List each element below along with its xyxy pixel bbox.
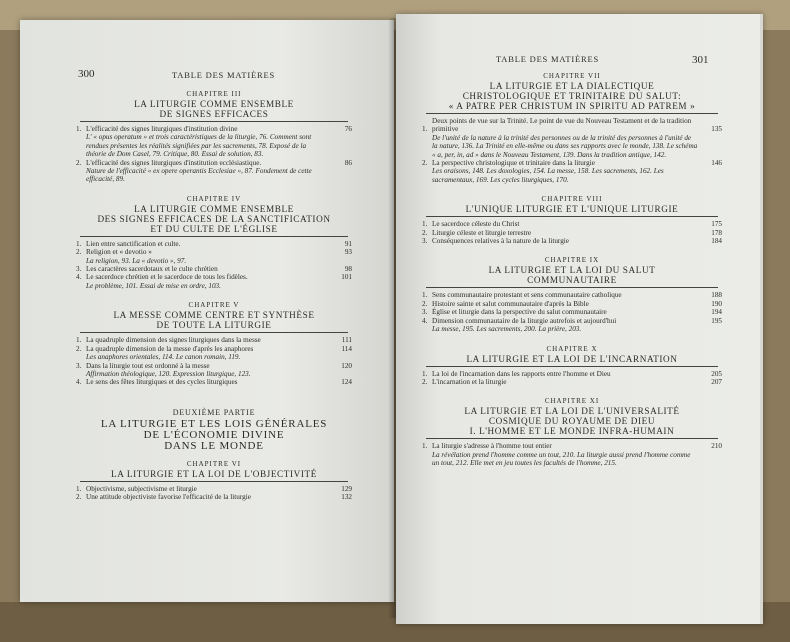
- entry-text: La quadruple dimension des signes liturgiques dans la messe: [86, 336, 261, 345]
- spacer: [422, 468, 722, 479]
- entry-text: Sens communautaire protestant et sens communautaire catholique: [432, 291, 622, 300]
- chapter-entries: [422, 370, 722, 387]
- right-toc: [422, 72, 722, 479]
- entry-page: 207: [711, 377, 722, 386]
- chapter-rule: [80, 481, 348, 482]
- chapter-title: [422, 204, 722, 214]
- chapter-block: [422, 72, 722, 184]
- chapter-block: [76, 301, 352, 386]
- entry-page: 76: [344, 125, 352, 133]
- entry-subtopics: Les oraisons, 148. Les doxologies, 154. La messe, 158. Les sacrements, 162. Les sacramentaux, 169. Les cycles liturgiques, 170.: [432, 167, 664, 184]
- spacer: [422, 334, 722, 345]
- right-running-title: TABLE DES MATIÈRES: [496, 54, 599, 64]
- chapter-title: [422, 265, 722, 285]
- entry-text: Le sens des fêtes liturgiques et des cycles liturgiques: [86, 378, 238, 387]
- chapter-title-line: DE TOUTE LA LITURGIE: [156, 320, 272, 331]
- entry-page: 114: [341, 344, 352, 353]
- toc-entry: [422, 117, 722, 134]
- part-title-line: DANS LE MONDE: [164, 439, 264, 452]
- toc-entry: [76, 248, 352, 256]
- entry-number: 2.: [422, 299, 428, 308]
- entry-text: Dans la liturgie tout est ordonné à la messe: [86, 361, 210, 370]
- chapter-block: [76, 460, 352, 502]
- chapter-entries: [76, 485, 352, 502]
- chapter-block: [422, 345, 722, 387]
- chapter-label: CHAPITRE III: [186, 90, 242, 98]
- chapter-title-line: COMMUNAUTAIRE: [527, 275, 617, 286]
- entry-number: 1.: [76, 484, 82, 493]
- chapter-title-line: LA LITURGIE COMME ENSEMBLE: [134, 203, 294, 214]
- entry-number: 1.: [76, 125, 82, 133]
- chapter-title-line: ET DU CULTE DE L'ÉGLISE: [150, 223, 278, 234]
- chapter-block: [422, 397, 722, 467]
- chapter-title-line: LA LITURGIE ET LA LOI DE L'INCARNATION: [466, 353, 678, 364]
- entry-number: 1.: [422, 125, 428, 134]
- chapter-label: CHAPITRE VIII: [541, 195, 603, 204]
- entry-page: 146: [711, 159, 722, 168]
- entry-number: 4.: [76, 378, 82, 387]
- entry-number: 2.: [422, 228, 428, 237]
- toc-entry: [76, 378, 352, 386]
- spacer: [422, 245, 722, 256]
- left-page: [20, 20, 394, 602]
- toc-entry: [76, 493, 352, 501]
- entry-number: 1.: [422, 291, 428, 300]
- chapter-title: [76, 469, 352, 479]
- toc-entry: [422, 291, 722, 299]
- entry-number: 3.: [422, 237, 428, 246]
- right-page: [396, 14, 763, 624]
- entry-number: 2.: [422, 159, 428, 168]
- entry-number: 1.: [422, 442, 428, 451]
- toc-entry: [422, 308, 722, 316]
- toc-entry: [76, 345, 352, 353]
- entry-text: Dimension communautaire de la liturgie autrefois et aujourd'hui: [432, 316, 617, 325]
- toc-entry: [76, 273, 352, 281]
- entry-text: L'incarnation et la liturgie: [432, 377, 507, 386]
- part-title: [76, 419, 352, 452]
- spacer: [76, 290, 352, 301]
- right-page-number: 301: [692, 54, 709, 66]
- entry-subtopics: La révélation prend l'homme comme un tout, 210. La liturgie aussi prend l'homme comme un tout, 212. Elle met en jeu toutes les facultés de l'homme, 215.: [432, 450, 691, 468]
- entry-text: Deux points de vue sur la Trinité. Le point de vue du Nouveau Testament et de la tradition primitive: [432, 117, 692, 134]
- entry-text: Liturgie céleste et liturgie terrestre: [432, 228, 532, 237]
- spacer: [76, 387, 352, 398]
- entry-text: Église et liturgie dans la perspective du salut communautaire: [432, 308, 607, 317]
- chapter-rule: [80, 236, 348, 237]
- entry-text: La quadruple dimension de la messe d'après les anaphores: [86, 344, 254, 353]
- entry-page: 91: [344, 239, 352, 248]
- chapter-title-line: LA MESSE COMME CENTRE ET SYNTHÈSE: [113, 310, 315, 321]
- toc-entry: [422, 229, 722, 237]
- entry-page: 120: [341, 361, 352, 370]
- chapter-block: [422, 195, 722, 245]
- entry-page: 124: [341, 378, 352, 387]
- part-title-line: DE L'ÉCONOMIE DIVINE: [143, 428, 285, 441]
- entry-text: Conséquences relatives à la nature de la liturgie: [432, 237, 569, 246]
- chapter-label: CHAPITRE V: [188, 301, 240, 310]
- chapter-entries: [76, 336, 352, 386]
- chapter-block: [76, 90, 352, 184]
- chapter-rule: [80, 121, 348, 122]
- entry-text: Le sacerdoce céleste du Christ: [432, 220, 520, 229]
- entry-text: Lien entre sanctification et culte.: [86, 239, 181, 248]
- part-title-line: LA LITURGIE ET LES LOIS GÉNÉRALES: [100, 417, 328, 430]
- spacer: [422, 386, 722, 397]
- entry-page: 194: [711, 308, 722, 317]
- entry-text: Le sacerdoce chrétien et le sacerdoce de tous les fidèles.: [86, 273, 248, 282]
- entry-subtopics: La messe, 195. Les sacrements, 200. La prière, 203.: [432, 325, 582, 334]
- spacer: [422, 184, 722, 195]
- entry-subtopics: L' « opus operatum » et trois caractéristiques de la liturgie, 76. Comment sont rendues présentes les réalités signifiées par les sacrements, 78. Exposé de la théorie de Dom Casel, 79. Critique, 80. Essai de solution, 83.: [86, 133, 312, 159]
- chapter-title-line: L'UNIQUE LITURGIE ET L'UNIQUE LITURGIE: [465, 204, 679, 215]
- entry-number: 1.: [76, 239, 82, 248]
- chapter-entries: [422, 117, 722, 184]
- toc-entry: [422, 442, 722, 450]
- entry-page: 132: [341, 493, 352, 502]
- entry-text: Les caractères sacerdotaux et le culte chrétien: [86, 265, 218, 274]
- entry-page: 93: [344, 248, 352, 257]
- spacer: [76, 184, 352, 195]
- chapter-rule: [426, 438, 718, 439]
- entry-text: L'efficacité des signes liturgiques d'institution divine: [86, 125, 238, 133]
- entry-page: 135: [711, 125, 722, 134]
- toc-entry: [422, 237, 722, 245]
- chapter-title-line: COSMIQUE DU ROYAUME DE DIEU: [488, 416, 656, 427]
- entry-page: 210: [711, 442, 722, 451]
- toc-entry: [422, 370, 722, 378]
- entry-page: 190: [711, 299, 722, 308]
- chapter-block: [422, 256, 722, 333]
- entry-number: 1.: [422, 369, 428, 378]
- chapter-title: [422, 406, 722, 436]
- toc-entry: [422, 220, 722, 228]
- entry-page: 101: [341, 273, 352, 282]
- entry-text: La liturgie s'adresse à l'homme tout entier: [432, 442, 552, 451]
- entry-page: 205: [711, 369, 722, 378]
- entry-page: 184: [711, 237, 722, 246]
- entry-number: 4.: [76, 273, 82, 282]
- entry-number: 2.: [76, 248, 82, 257]
- toc-entry: [76, 336, 352, 344]
- entry-number: 2.: [76, 158, 82, 167]
- toc-entry: [76, 240, 352, 248]
- chapter-title: [76, 310, 352, 330]
- toc-entry: [76, 485, 352, 493]
- entry-text: L'efficacité des signes liturgiques d'institution ecclésiastique.: [86, 158, 262, 167]
- chapter-entries: [422, 291, 722, 333]
- entry-number: 3.: [422, 308, 428, 317]
- chapter-title: [422, 354, 722, 364]
- chapter-title-line: « A PATRE PER CHRISTUM IN SPIRITU AD PATREM »: [448, 101, 696, 111]
- entry-page: 175: [711, 220, 722, 229]
- toc-entry: [422, 159, 722, 167]
- toc-entry: [76, 265, 352, 273]
- entry-text: Une attitude objectiviste favorise l'efficacité de la liturgie: [86, 493, 251, 502]
- entry-page: 98: [344, 265, 352, 274]
- entry-page: 86: [344, 158, 352, 167]
- chapter-block: [76, 195, 352, 290]
- entry-subtopics: Les anaphores orientales, 114. Le canon romain, 119.: [86, 353, 241, 362]
- toc-entry: [76, 159, 352, 167]
- chapter-entries: [422, 220, 722, 245]
- entry-number: 1.: [76, 336, 82, 345]
- left-running-title: TABLE DES MATIÈRES: [172, 70, 275, 80]
- toc-entry: [76, 125, 352, 133]
- part-label: DEUXIÈME PARTIE: [172, 407, 256, 417]
- entry-subtopics: Affirmation théologique, 120. Expression liturgique, 123.: [86, 369, 251, 378]
- entry-text: La loi de l'incarnation dans les rapports entre l'homme et Dieu: [432, 369, 611, 378]
- chapter-rule: [426, 113, 718, 114]
- entry-number: 3.: [76, 265, 82, 274]
- entry-number: 4.: [422, 316, 428, 325]
- chapter-title-line: CHRISTOLOGIQUE ET TRINITAIRE DU SALUT:: [462, 91, 682, 101]
- chapter-label: CHAPITRE X: [546, 344, 598, 353]
- entry-text: Objectivisme, subjectivisme et liturgie: [86, 484, 197, 493]
- chapter-rule: [80, 332, 348, 333]
- toc-entry: [422, 317, 722, 325]
- entry-page: 195: [711, 316, 722, 325]
- chapter-entries: [76, 240, 352, 290]
- chapter-title-line: LA LITURGIE ET LA LOI DU SALUT: [488, 265, 656, 276]
- left-toc: [76, 90, 352, 502]
- chapter-title: [76, 99, 352, 119]
- chapter-label: CHAPITRE IX: [544, 256, 600, 265]
- chapter-rule: [426, 287, 718, 288]
- left-page-number: 300: [78, 68, 95, 80]
- entry-page: 188: [711, 291, 722, 300]
- chapter-entries: [422, 442, 722, 467]
- chapter-label: CHAPITRE VI: [186, 459, 242, 468]
- toc-entry: [76, 362, 352, 370]
- chapter-title-line: DE SIGNES EFFICACES: [159, 109, 269, 119]
- chapter-title-line: DES SIGNES EFFICACES DE LA SANCTIFICATION: [97, 213, 331, 224]
- entry-number: 2.: [76, 344, 82, 353]
- chapter-title-line: LA LITURGIE ET LA LOI DE L'UNIVERSALITÉ: [464, 406, 680, 417]
- chapter-rule: [426, 216, 718, 217]
- chapter-title-line: LA LITURGIE ET LA LOI DE L'OBJECTIVITÉ: [111, 468, 317, 479]
- toc-entry: [422, 378, 722, 386]
- entry-page: 178: [711, 228, 722, 237]
- entry-number: 2.: [422, 377, 428, 386]
- chapter-label: CHAPITRE VII: [543, 72, 601, 80]
- chapter-label: CHAPITRE IV: [186, 194, 242, 203]
- chapter-label: CHAPITRE XI: [544, 397, 600, 406]
- chapter-title-line: LA LITURGIE COMME ENSEMBLE: [134, 99, 294, 109]
- entry-subtopics: De l'unité de la nature à la trinité des personnes ou de la trinité des personnes à l'unité de la nature, 136. La Trinité en elle-même ou dans ses rapports avec le monde, 138. Le schéma « a, per, in, ad » dans le Nouveau Testament, 139. Dans la tradition antique, 142.: [432, 133, 698, 159]
- chapter-title-line: I. L'HOMME ET LE MONDE INFRA-HUMAIN: [469, 426, 675, 437]
- entry-number: 3.: [76, 361, 82, 370]
- entry-number: 2.: [76, 493, 82, 502]
- entry-page: 129: [341, 484, 352, 493]
- entry-text: Religion et « devotio »: [86, 248, 152, 257]
- chapter-title: [76, 204, 352, 234]
- entry-number: 1.: [422, 220, 428, 229]
- chapter-rule: [426, 366, 718, 367]
- chapter-title-line: LA LITURGIE ET LA DIALECTIQUE: [489, 81, 655, 91]
- entry-subtopics: Nature de l'efficacité « ex opere operantis Ecclesiae », 87. Fondement de cette efficacité, 89.: [86, 167, 312, 184]
- chapter-entries: [76, 125, 352, 184]
- entry-subtopics: La religion, 93. La « devotio », 97.: [86, 256, 187, 265]
- chapter-title: [422, 81, 722, 111]
- entry-page: 111: [341, 336, 352, 345]
- entry-subtopics: Le problème, 101. Essai de mise en ordre, 103.: [86, 281, 221, 290]
- entry-text: La perspective christologique et trinitaire dans la liturgie: [432, 159, 595, 168]
- entry-text: Histoire sainte et salut communautaire d'après la Bible: [432, 299, 589, 308]
